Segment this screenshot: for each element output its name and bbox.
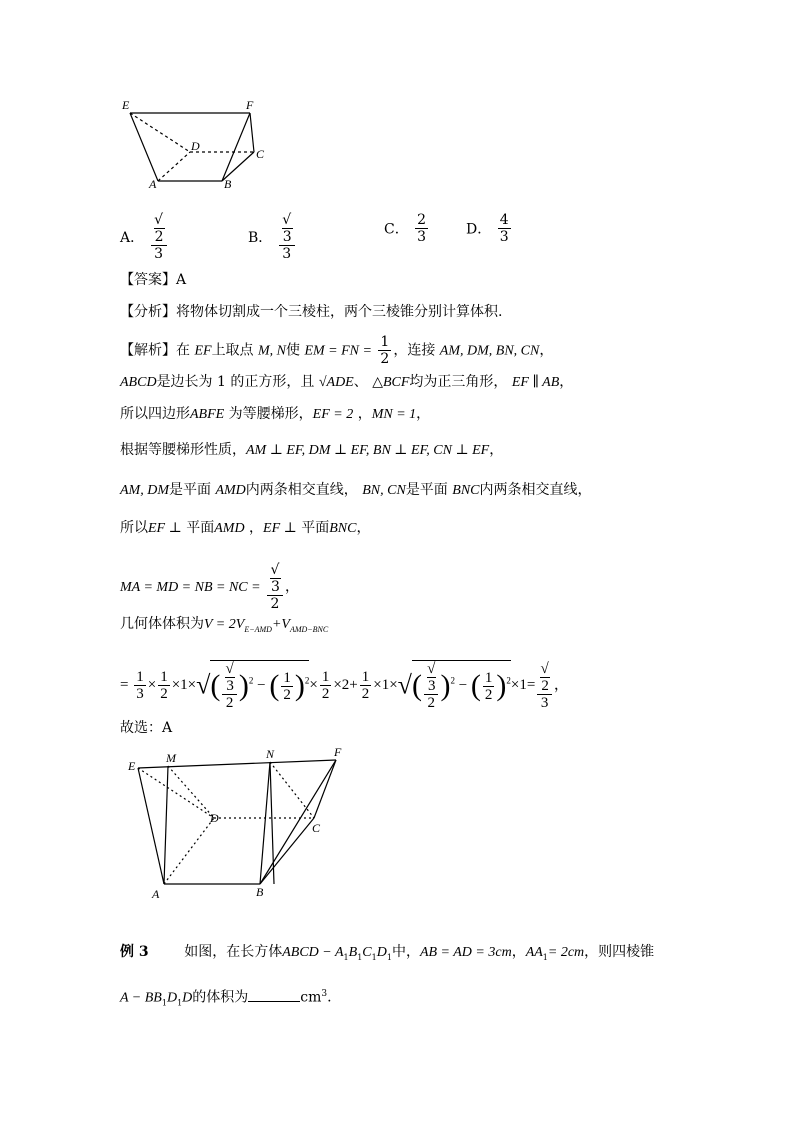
solution-line-5: AM, DM是平面 AMD内两条相交直线， BN, CN是平面 BNC内两条相交直线， — [120, 482, 592, 498]
option-b: B． √ 3 3 — [248, 212, 297, 262]
example-3-line-2: $A - BB_1D_1D$的体积为 $cm^3$. — [120, 989, 332, 1008]
solution-line-4: 根据等腰梯形性质，AM ⊥ EF, DM ⊥ EF, BN ⊥ EF, CN ⊥ EF， — [120, 442, 504, 458]
label-C: C — [256, 147, 265, 161]
label2-C: C — [312, 821, 321, 835]
solution-line-3: 所以四边形ABFE 为等腰梯形，EF = 2 ，MN = 1， — [120, 406, 431, 422]
label-D: D — [191, 139, 200, 153]
label2-A: A — [152, 887, 160, 901]
label2-D: D — [210, 811, 219, 825]
solution-line-8: 几何体体积为$V = 2V_{E-AMD}+V_{AMD-BNC}$ — [120, 616, 329, 634]
label2-E: E — [128, 759, 136, 773]
answer-line: 【答案】A — [120, 272, 187, 288]
solution-line-1: 【解析】在 EF上取点 M, N使 EM = FN = $\frac{1}{2}$ ，连接 AM, DM, BN, CN， — [120, 334, 554, 367]
answer-blank[interactable] — [248, 1001, 300, 1002]
conclusion: 故选：A — [120, 720, 173, 736]
volume-formula: = $\frac{1}{3}$ × $\frac{1}{2}$ ×1×√( √ 3 2 )$^2$ − ( $\frac{1}{2}$ )$^2$× $\frac{1}{2}$ ×2+ $\frac{1}{2}$ ×1×√( √ 3 2 )$^2$ − ( $\frac{1}{2}$ )$^2$×1= √ 2 3 ， — [120, 660, 569, 711]
figure-2-solid — [124, 744, 354, 904]
label-A: A — [149, 177, 157, 191]
option-c: C． $\frac{2}{3}$ — [384, 212, 427, 245]
label-B: B — [224, 177, 232, 191]
solution-line-7: MA = MD = NB = NC = √ 3 2 ， — [120, 562, 299, 612]
label2-M: M — [166, 751, 176, 765]
label2-F: F — [334, 745, 342, 759]
example-3-line-1: 例 3 如图，在长方体ABCD − $A_1B_1C_1D_1$中，AB = AD = 3cm，$AA_1= 2cm$，则四棱锥 — [120, 944, 655, 962]
figure-1-solid — [118, 96, 278, 196]
solution-line-6: 所以EF ⊥ 平面AMD ，EF ⊥ 平面BNC， — [120, 520, 371, 536]
label-F: F — [246, 98, 254, 112]
option-d: D． $\frac{4}{3}$ — [466, 212, 509, 245]
label-E: E — [122, 98, 130, 112]
label2-N: N — [266, 747, 275, 761]
option-a: A． √ 2 3 — [120, 212, 169, 262]
label2-B: B — [256, 885, 264, 899]
analysis-line: 【分析】将物体切割成一个三棱柱，两个三棱锥分别计算体积. — [120, 304, 503, 320]
solution-line-2: ABCD是边长为 1 的正方形，且 √ADE、 △BCF均为正三角形， EF ∥ AB， — [120, 374, 574, 390]
